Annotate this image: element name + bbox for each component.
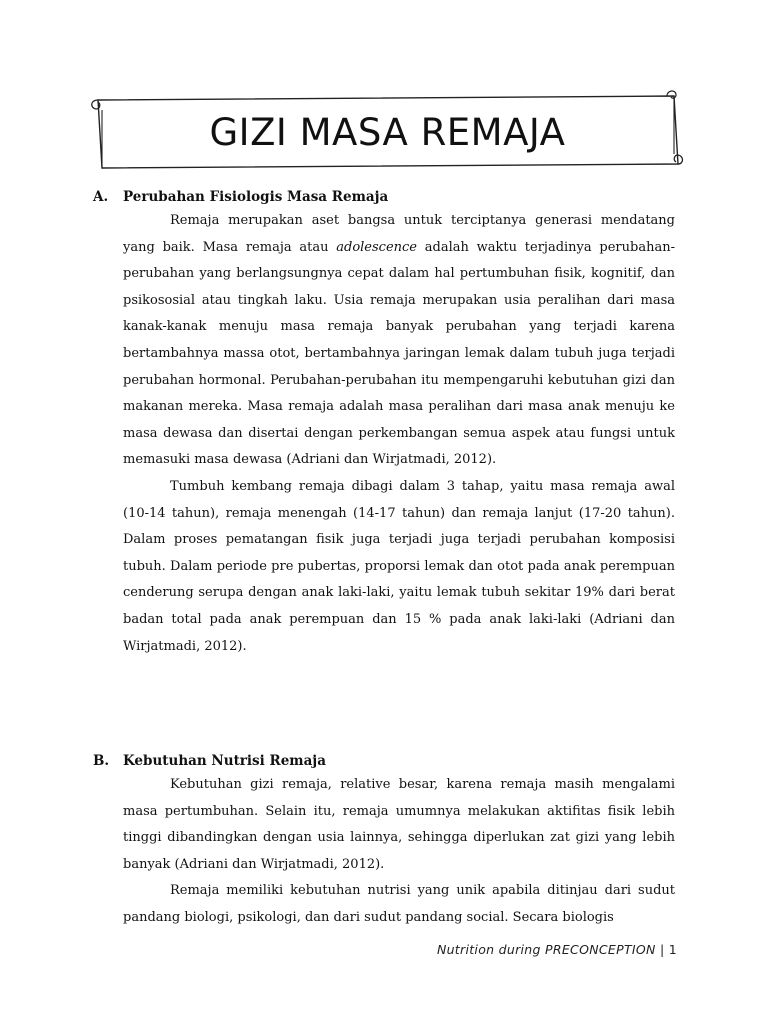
page-title: GIZI MASA REMAJA (209, 111, 566, 154)
section-b-heading (93, 748, 326, 774)
section-b-letter: B. (93, 753, 110, 769)
section-a-p1-text-1: Remaja merupakan aset bangsa untuk terciptanya generasi mendatang yang baik. Masa remaja atau (123, 213, 675, 255)
section-a-title: Perubahan Fisiologis Masa Remaja (123, 189, 389, 205)
section-a-paragraph-1 (123, 208, 675, 474)
section-b-body (123, 772, 675, 932)
section-b-paragraph-1: Kebutuhan gizi remaja, relative besar, karena remaja masih mengalami masa pertumbuhan. Selain itu, remaja umumnya melakukan aktifitas fisik lebih tinggi dibandingkan dengan usia lainnya, sehingga diperlukan zat gizi yang lebih banyak (Adriani dan Wirjatmadi, 2012). (123, 777, 675, 872)
section-b-title: Kebutuhan Nutrisi Remaja (123, 753, 326, 769)
section-a-p1-italic-term: adolescence (336, 239, 417, 255)
section-a-letter: A. (93, 189, 109, 205)
footer-separator: | (659, 942, 665, 957)
page-number: 1 (668, 942, 677, 957)
section-a-heading (93, 184, 388, 210)
section-a-paragraph-2: Tumbuh kembang remaja dibagi dalam 3 tahap, yaitu masa remaja awal (10-14 tahun), remaja menengah (14-17 tahun) dan remaja lanjut (17-20 tahun). Dalam proses pematangan fisik juga terjadi juga terjadi perubahan komposisi tubuh. Dalam periode pre pubertas, proporsi lemak dan otot pada anak perempuan cenderung serupa dengan anak laki-laki, yaitu lemak tubuh sekitar 19% dari berat badan total pada anak perempuan dan 15 % pada anak laki-laki (Adriani dan Wirjatmadi, 2012). (123, 478, 675, 654)
section-a-body (123, 208, 675, 660)
footer-text: Nutrition during PRECONCEPTION (436, 942, 656, 957)
section-a-p1-text-2: adalah waktu terjadinya perubahan-perubahan yang berlangsungnya cepat dalam hal pertumbuhan fisik, kognitif, dan psikososial atau tingkah laku. Usia remaja merupakan usia peralihan dari masa kanak-kanak menuju masa remaja banyak perubahan yang terjadi karena bertambahnya massa otot, bertambahnya jaringan lemak dalam tubuh juga terjadi perubahan hormonal. Perubahan-perubahan itu mempengaruhi kebutuhan gizi dan makanan mereka. Masa remaja adalah masa peralihan dari masa anak menuju ke masa dewasa dan disertai dengan perkembangan semua aspek atau fungsi untuk memasuki masa dewasa (Adriani dan Wirjatmadi, 2012). (123, 239, 675, 468)
page-footer (437, 942, 677, 957)
section-b-paragraph-2: Remaja memiliki kebutuhan nutrisi yang unik apabila ditinjau dari sudut pandang biologi, psikologi, dan dari sudut pandang social. Secara biologis (123, 883, 675, 925)
